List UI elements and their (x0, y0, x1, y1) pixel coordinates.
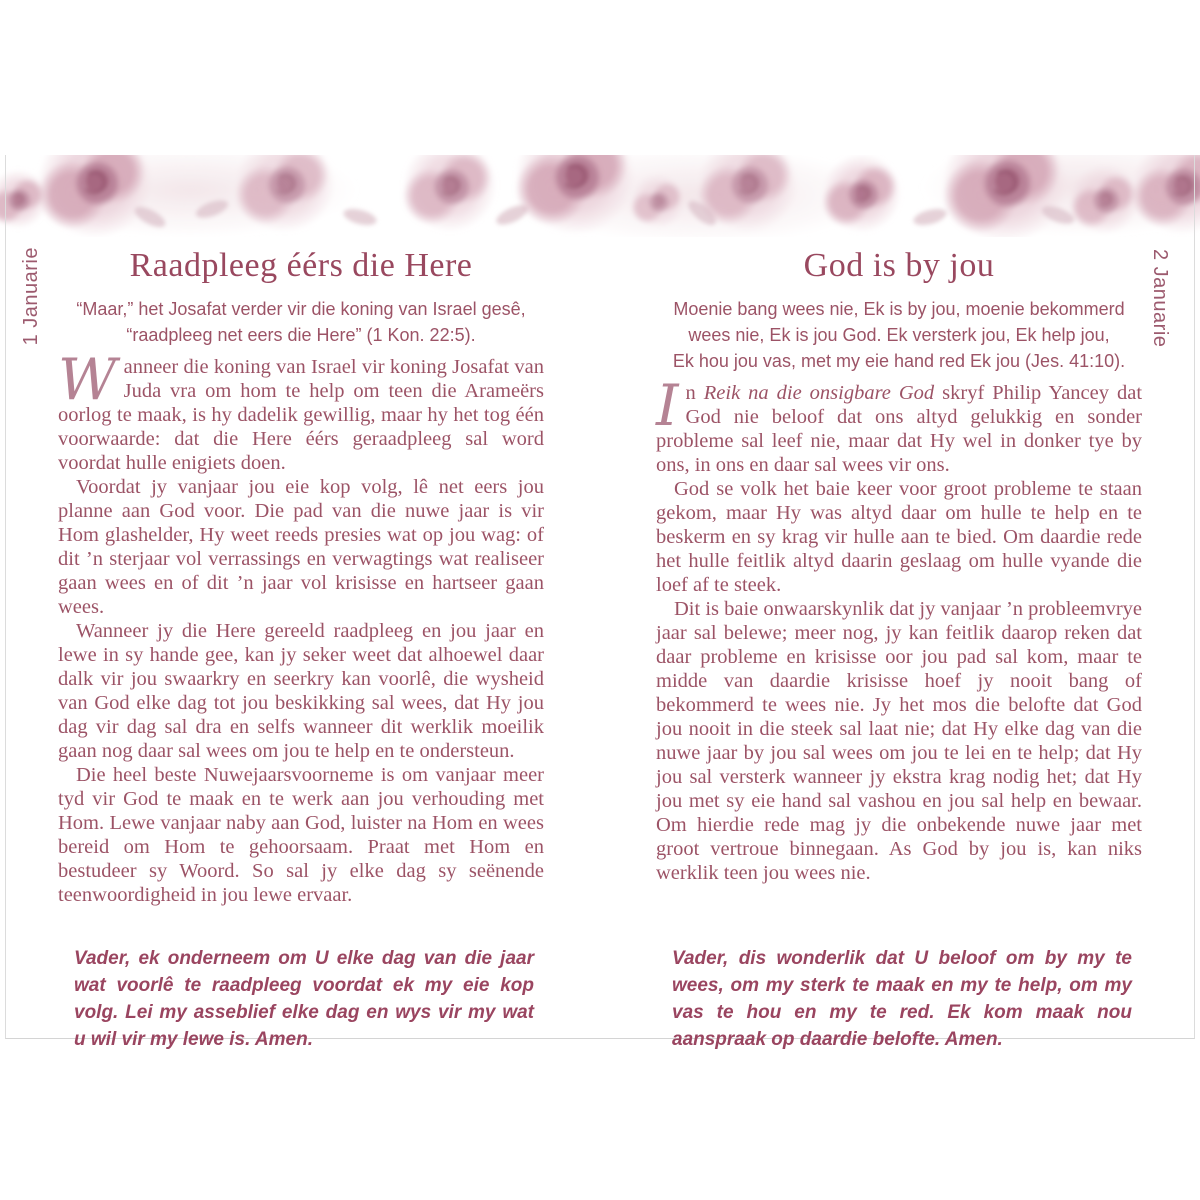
paragraph: Wanneer jy die Here gereeld raadpleeg en jou jaar en lewe in sy hande gee, kan jy seker weet dat alhoewel daar dalk vir jou swaarkry en seerkry kan voorlê, die wysheid van God elke dag tot jou beskikking sal wees, dat Hy jou dag vir dag sal dra en selfs wanneer dit werklik moeilik gaan nog daar sal wees om jou te help en te ondersteun. (58, 620, 544, 762)
paragraph-text: anneer die koning van Israel vir koning Josafat van Juda vra om hom te help om teen die Arameërs oorlog te maak, is hy dadelik gewillig, maar hy het tog één voorwaarde: dat die Here éérs geraadpleeg sal word voordat hulle enigiets doen. (58, 356, 544, 474)
prayer-left: Vader, ek onderneem om U elke dag van die jaar wat voorlê te raadpleeg voordat ek my eie kop volg. Lei my asseblief elke dag en wys vir my wat u wil vir my lewe is. Amen. (74, 948, 534, 1050)
page-title-right: God is by jou (803, 247, 995, 284)
devotional-text-right (656, 373, 1143, 885)
paragraph: Voordat jy vanjaar jou eie kop volg, lê net eers jou planne aan God voor. Die pad van die nuwe jaar is vir Hom glashelder, Hy weet reeds presies wat op jou wag: of dit ’n sterjaar vol verrassings en verwagtings wat realiseer gaan wees en of dit ’n jaar vol krisisse en hartseer gaan wees. (58, 476, 544, 618)
scripture-quote-left (58, 296, 544, 348)
paragraph: Die heel beste Nuwejaarsvoorneme is om vanjaar meer tyd vir God te maak en te werk aan jou verhouding met Hom. Lewe vanjaar naby aan God, luister na Hom en wees bereid om Hom te gehoorsaam. Praat met Hom en bestudeer sy Woord. So sal jy elke dag sy seënende teenwoordigheid in jou lewe ervaar. (58, 764, 544, 906)
devotional-text-left (58, 347, 544, 907)
paragraph-text: n (685, 382, 704, 404)
paragraph-text: skryf Philip Yancey dat God nie beloof dat ons altyd gelukkig en sonder probleme sal leef nie, maar dat Hy wel in donker tye by ons, in ons en daar sal wees vir ons. (656, 382, 1143, 476)
right-page (656, 245, 1143, 1050)
scripture-quote-right (656, 296, 1142, 374)
quote-line: Moenie bang wees nie, Ek is by jou, moenie bekommerd (673, 299, 1125, 319)
paragraph: Dit is baie onwaarskynlik dat jy vanjaar ’n probleemvrye jaar sal belewe; meer nog, jy kan feitlik daarop reken dat daar probleme en krisisse oor jou pad sal kom, maar te midde van daardie krisisse hoef jy nooit bang of bekommerd te wees nie. Jy het mos die belofte dat God jou nooit in die steek sal laat nie; dat Hy elke dag van die nuwe jaar by jou sal wees om jou te lei en te help; dat Hy jou sal versterk wanneer jy ekstra krag nodig het; dat Hy jou met sy eie hand sal vashou en jou sal help en bewaar. Om hierdie rede mag jy die onbekende nuwe jaar met groot vertroue binnegaan. As God by jou is, kan niks werklik teen jou wees nie. (656, 598, 1142, 884)
paragraph: God se volk het baie keer voor groot probleme te staan gekom, maar Hy was altyd daar om hulle te help en te beskerm en sy krag vir hulle aan te bied. Om daardie rede het hulle feitlik altyd daarin geslaag om hulle vyande die loef af te steek. (656, 478, 1142, 596)
drop-cap-i: I (656, 373, 679, 439)
quote-line: Ek hou jou vas, met my eie hand red Ek jou (Jes. 41:10). (672, 351, 1126, 371)
page-title-left: Raadpleeg éérs die Here (129, 247, 473, 284)
book-title-reference: Reik na die onsigbare God (703, 382, 935, 404)
paragraph (656, 373, 1143, 477)
prayer-right: Vader, dis wonderlik dat U beloof om by my te wees, om my sterk te maak en my te help, om my vas te hou en my te red. Ek kom maak nou aanspraak op daardie belofte. Amen. (672, 948, 1132, 1050)
date-label-left: 1 Januarie (20, 247, 42, 346)
date-label-right: 2 Januarie (1149, 249, 1171, 348)
left-page (58, 245, 544, 1050)
quote-line: “raadpleeg net eers die Here” (1 Kon. 22:5). (126, 325, 476, 345)
paragraph (58, 347, 544, 475)
drop-cap-w: W (58, 347, 117, 413)
quote-line: wees nie, Ek is jou God. Ek versterk jou, Ek help jou, (688, 325, 1110, 345)
quote-line: “Maar,” het Josafat verder vir die koning van Israel gesê, (76, 299, 526, 319)
